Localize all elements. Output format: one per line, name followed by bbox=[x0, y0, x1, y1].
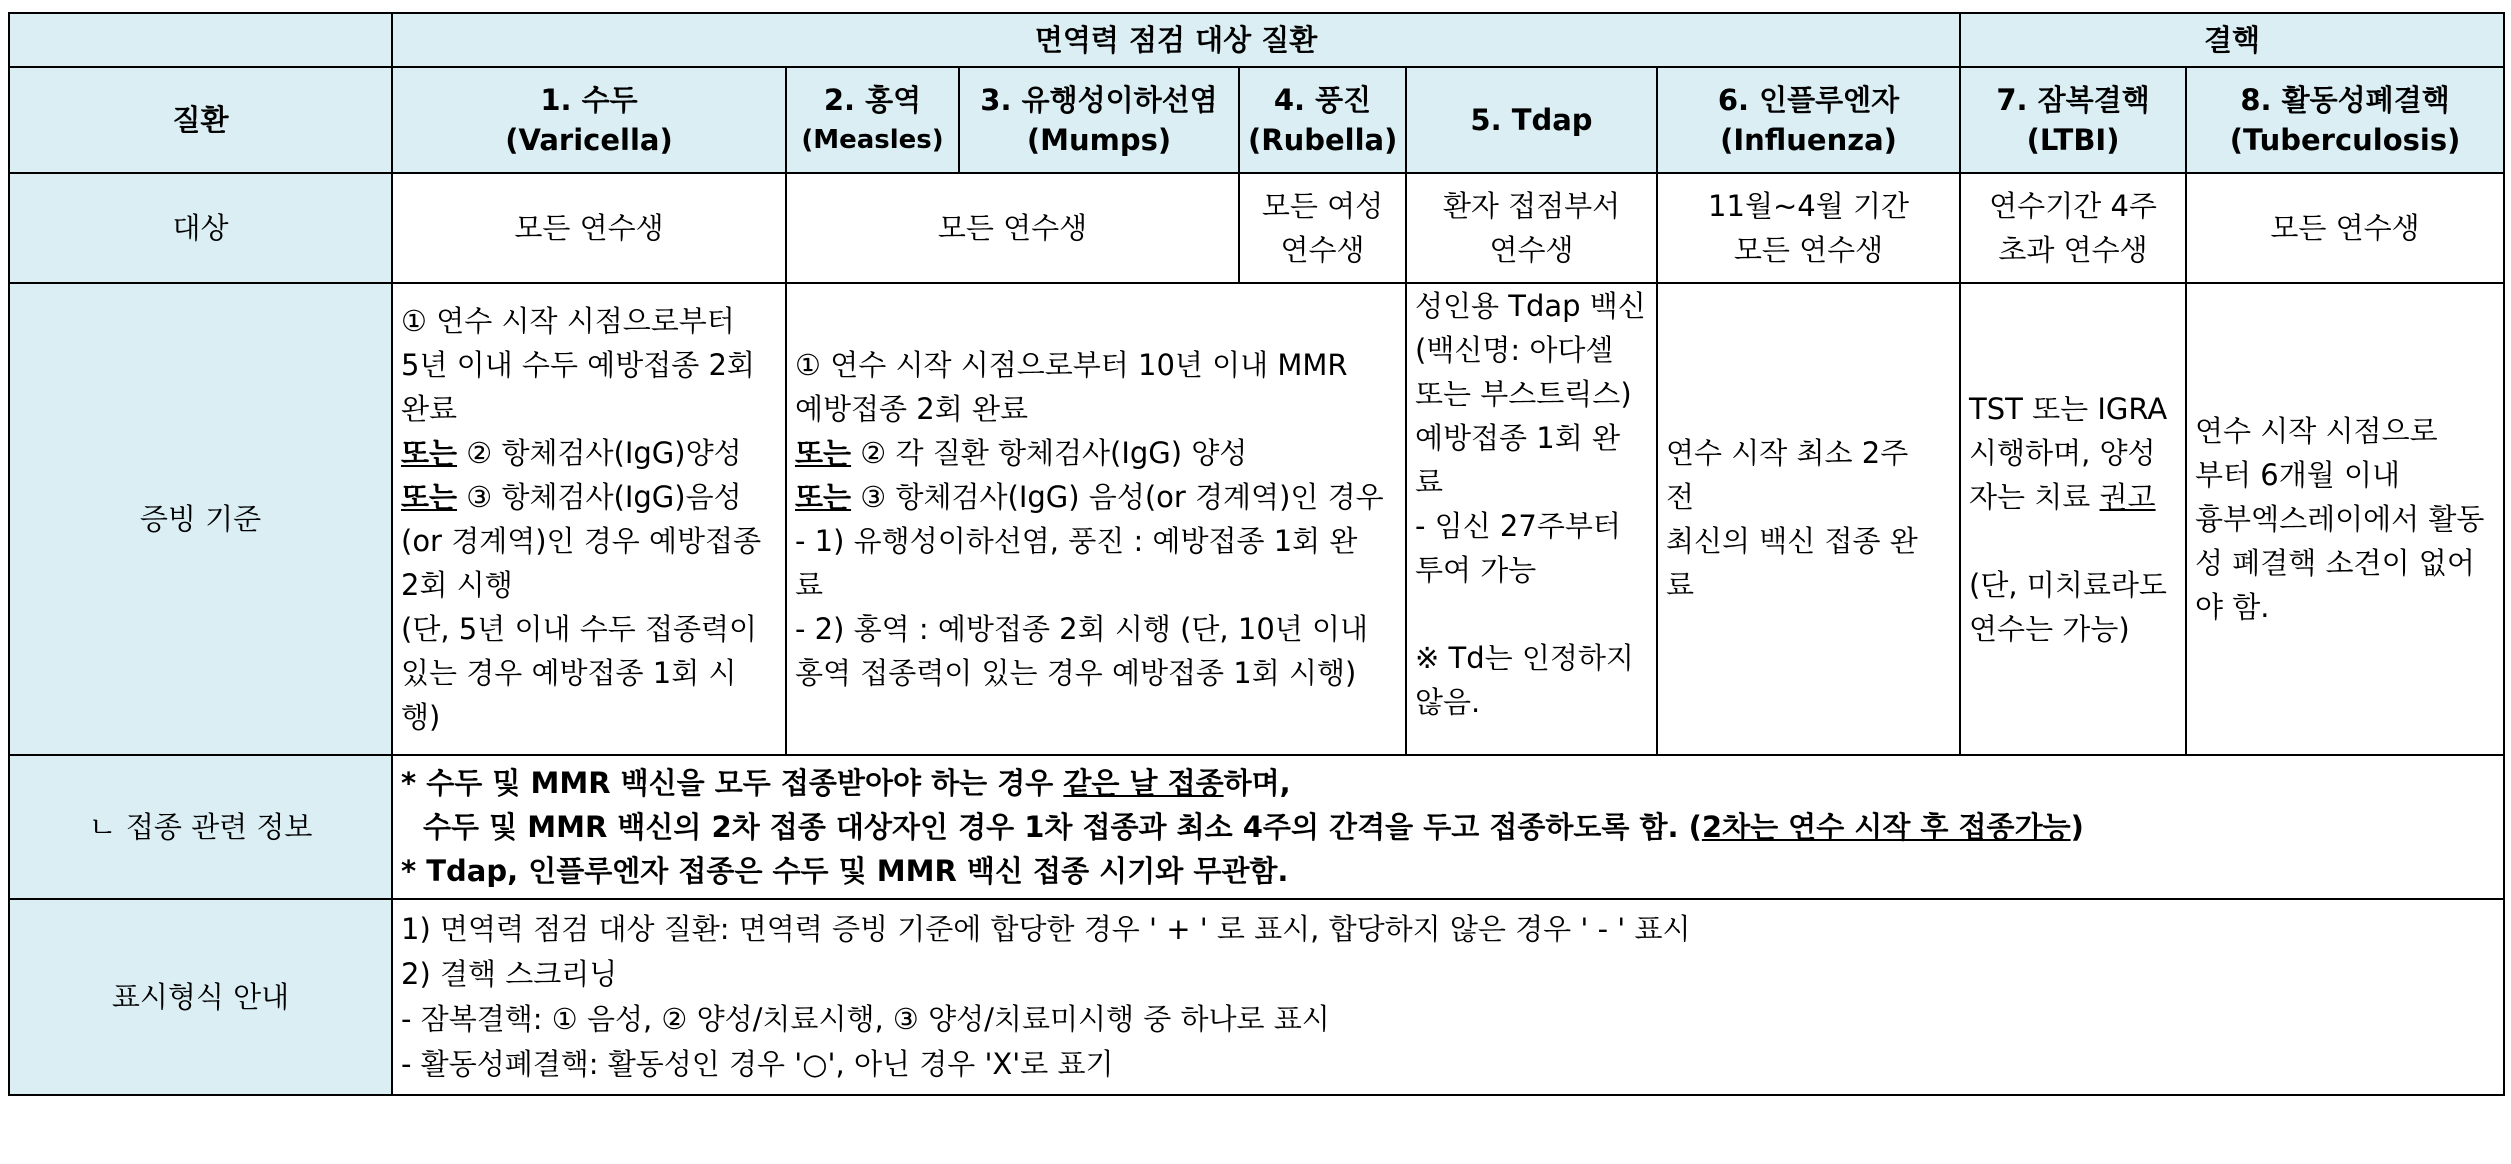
criteria-line: (백신명: 아다셀 bbox=[1415, 333, 1614, 367]
criteria-line: 성 폐결핵 소견이 없어 bbox=[2195, 546, 2475, 580]
criteria-influenza bbox=[1657, 283, 1960, 755]
corner-cell bbox=[9, 13, 392, 67]
target-line: 연수기간 4주 bbox=[1989, 189, 2157, 223]
criteria-line bbox=[795, 431, 1397, 475]
criteria-line: 2회 시행 bbox=[401, 568, 513, 602]
criteria-line: 연수 시작 최소 2주 bbox=[1666, 436, 1909, 470]
vacc-text: ) bbox=[2070, 810, 2084, 844]
criteria-line: 시행하며, 양성 bbox=[1969, 436, 2156, 470]
criteria-line: 5년 이내 수두 예방접종 2회 bbox=[401, 348, 755, 382]
criteria-text: ③ 항체검사(IgG) 음성(or 경계역)인 경우 bbox=[851, 480, 1384, 514]
criteria-tdap bbox=[1406, 283, 1657, 755]
vacc-text: 하며, bbox=[1223, 766, 1291, 800]
display-line: - 활동성폐결핵: 활동성인 경우 '○', 아닌 경우 'X'로 표기 bbox=[401, 1047, 1114, 1081]
criteria-line: 흉부엑스레이에서 활동 bbox=[2195, 502, 2485, 536]
target-rubella bbox=[1239, 173, 1406, 283]
display-line: 1) 면역력 점검 대상 질환: 면역력 증빙 기준에 합당한 경우 ' + ' 로 표시, 합당하지 않은 경우 ' - ' 표시 bbox=[401, 912, 1691, 946]
vacc-text: * 수두 및 MMR 백신을 모두 접종받아야 하는 경우 bbox=[401, 766, 1064, 800]
or-keyword: 또는 bbox=[795, 436, 852, 470]
criteria-line: 료 bbox=[795, 568, 824, 602]
or-keyword: 또는 bbox=[401, 436, 458, 470]
target-tdap bbox=[1406, 173, 1657, 283]
display-line: 2) 결핵 스크리닝 bbox=[401, 957, 618, 991]
target-influenza bbox=[1657, 173, 1960, 283]
target-label: 대상 bbox=[9, 173, 392, 283]
disease-tdap bbox=[1406, 67, 1657, 173]
criteria-text: ② 각 질환 항체검사(IgG) 양성 bbox=[851, 436, 1248, 470]
criteria-line bbox=[795, 475, 1397, 519]
disease-varicella bbox=[392, 67, 786, 173]
disease-en: (Measles) bbox=[801, 125, 944, 155]
criteria-line: ※ Td는 인정하지 bbox=[1415, 641, 1634, 675]
criteria-line: 부터 6개월 이내 bbox=[2195, 458, 2401, 492]
criteria-line: 성인용 Tdap 백신 bbox=[1415, 289, 1646, 323]
display-guide-label: 표시형식 안내 bbox=[9, 899, 392, 1095]
criteria-line bbox=[401, 431, 777, 475]
criteria-spacer bbox=[1969, 519, 2177, 563]
disease-en: (Varicella) bbox=[505, 123, 673, 157]
immunity-group-header: 면역력 점검 대상 질환 bbox=[392, 13, 1960, 67]
or-keyword: 또는 bbox=[401, 480, 458, 514]
criteria-line: 예방접종 1회 완 bbox=[1415, 421, 1620, 455]
criteria-line: 완료 bbox=[401, 392, 458, 426]
disease-en: (Rubella) bbox=[1248, 123, 1398, 157]
vacc-line: * Tdap, 인플루엔자 접종은 수두 및 MMR 백신 접종 시기와 무관함. bbox=[401, 854, 1289, 888]
target-line: 모든 여성 bbox=[1261, 189, 1384, 223]
display-line: - 잠복결핵: ① 음성, ② 양성/치료시행, ③ 양성/치료미시행 중 하나로 표시 bbox=[401, 1002, 1330, 1036]
criteria-line bbox=[401, 475, 777, 519]
criteria-line: 홍역 접종력이 있는 경우 예방접종 1회 시행) bbox=[795, 656, 1357, 690]
criteria-line: ① 연수 시작 시점으로부터 bbox=[401, 304, 735, 338]
disease-label: 질환 bbox=[9, 67, 392, 173]
target-line: 11월~4월 기간 bbox=[1708, 189, 1909, 223]
disease-en: (Influenza) bbox=[1720, 123, 1897, 157]
criteria-mmr bbox=[786, 283, 1406, 755]
target-ltbi bbox=[1960, 173, 2186, 283]
disease-mumps bbox=[959, 67, 1239, 173]
disease-en: (LTBI) bbox=[2026, 123, 2120, 157]
vacc-underline: 같은 날 접종 bbox=[1063, 766, 1224, 800]
criteria-text: 자는 치료 bbox=[1969, 480, 2100, 514]
criteria-line: 또는 부스트릭스) bbox=[1415, 377, 1632, 411]
vacc-text: 수두 및 MMR 백신의 2차 접종 대상자인 경우 1차 접종과 최소 4주의 간격을 두고 접종하도록 함. ( bbox=[423, 810, 1702, 844]
criteria-line: TST 또는 IGRA bbox=[1969, 392, 2168, 426]
criteria-line: 연수는 가능) bbox=[1969, 612, 2130, 646]
criteria-label: 증빙 기준 bbox=[9, 283, 392, 755]
criteria-line: - 임신 27주부터 bbox=[1415, 509, 1621, 543]
criteria-text: ③ 항체검사(IgG)음성 bbox=[457, 480, 742, 514]
disease-influenza bbox=[1657, 67, 1960, 173]
target-varicella: 모든 연수생 bbox=[392, 173, 786, 283]
criteria-line: 료 bbox=[1666, 568, 1695, 602]
target-tb: 모든 연수생 bbox=[2186, 173, 2504, 283]
criteria-line: - 1) 유행성이하선염, 풍진 : 예방접종 1회 완 bbox=[795, 524, 1358, 558]
recommend-keyword: 권고 bbox=[2099, 480, 2156, 514]
disease-name: 8. 활동성폐결핵 bbox=[2240, 83, 2450, 117]
criteria-line: 연수 시작 시점으로 bbox=[2195, 414, 2438, 448]
criteria-line: 않음. bbox=[1415, 685, 1481, 719]
criteria-ltbi bbox=[1960, 283, 2186, 755]
criteria-line: 투여 가능 bbox=[1415, 553, 1537, 587]
display-guide bbox=[392, 899, 2504, 1095]
vacc-underline: 2차는 연수 시작 후 접종가능 bbox=[1701, 810, 2071, 844]
disease-en: (Mumps) bbox=[1026, 123, 1172, 157]
disease-name: 3. 유행성이하선염 bbox=[980, 83, 1218, 117]
disease-name: 4. 풍진 bbox=[1273, 83, 1372, 117]
target-mmr: 모든 연수생 bbox=[786, 173, 1239, 283]
disease-name: 2. 홍역 bbox=[823, 83, 922, 117]
immunity-table bbox=[8, 12, 2505, 1096]
vaccination-info-label: ㄴ 접종 관련 정보 bbox=[9, 755, 392, 899]
criteria-spacer bbox=[1415, 592, 1648, 636]
target-line: 연수생 bbox=[1489, 233, 1574, 267]
target-line: 환자 접점부서 bbox=[1442, 189, 1621, 223]
tb-group-header: 결핵 bbox=[1960, 13, 2504, 67]
disease-ltbi bbox=[1960, 67, 2186, 173]
criteria-varicella bbox=[392, 283, 786, 755]
criteria-line bbox=[1969, 475, 2177, 519]
criteria-line: - 2) 홍역 : 예방접종 2회 시행 (단, 10년 이내 bbox=[795, 612, 1369, 646]
disease-rubella bbox=[1239, 67, 1406, 173]
vacc-line bbox=[401, 805, 2495, 849]
criteria-line: 료 bbox=[1415, 465, 1444, 499]
disease-tb bbox=[2186, 67, 2504, 173]
disease-name: 5. Tdap bbox=[1470, 103, 1593, 137]
criteria-tb bbox=[2186, 283, 2504, 755]
criteria-line: 예방접종 2회 완료 bbox=[795, 392, 1028, 426]
disease-name: 1. 수두 bbox=[540, 83, 638, 117]
criteria-line: 야 함. bbox=[2195, 590, 2270, 624]
vaccination-info bbox=[392, 755, 2504, 899]
criteria-line: (or 경계역)인 경우 예방접종 bbox=[401, 524, 762, 558]
target-line: 초과 연수생 bbox=[1998, 233, 2148, 267]
disease-measles bbox=[786, 67, 959, 173]
criteria-line: 최신의 백신 접종 완 bbox=[1666, 524, 1918, 558]
criteria-line: 행) bbox=[401, 700, 441, 734]
criteria-text: ② 항체검사(IgG)양성 bbox=[457, 436, 742, 470]
target-line: 모든 연수생 bbox=[1733, 233, 1884, 267]
disease-name: 7. 잠복결핵 bbox=[1996, 83, 2150, 117]
vacc-line bbox=[401, 761, 2495, 805]
criteria-line: ① 연수 시작 시점으로부터 10년 이내 MMR bbox=[795, 348, 1348, 382]
criteria-line: (단, 미치료라도 bbox=[1969, 568, 2167, 602]
target-line: 연수생 bbox=[1280, 233, 1365, 267]
criteria-line: (단, 5년 이내 수두 접종력이 bbox=[401, 612, 757, 646]
disease-en: (Tuberculosis) bbox=[2229, 123, 2461, 157]
or-keyword: 또는 bbox=[795, 480, 852, 514]
disease-name: 6. 인플루엔자 bbox=[1717, 83, 1900, 117]
criteria-line: 있는 경우 예방접종 1회 시 bbox=[401, 656, 737, 690]
criteria-line: 전 bbox=[1666, 480, 1695, 514]
